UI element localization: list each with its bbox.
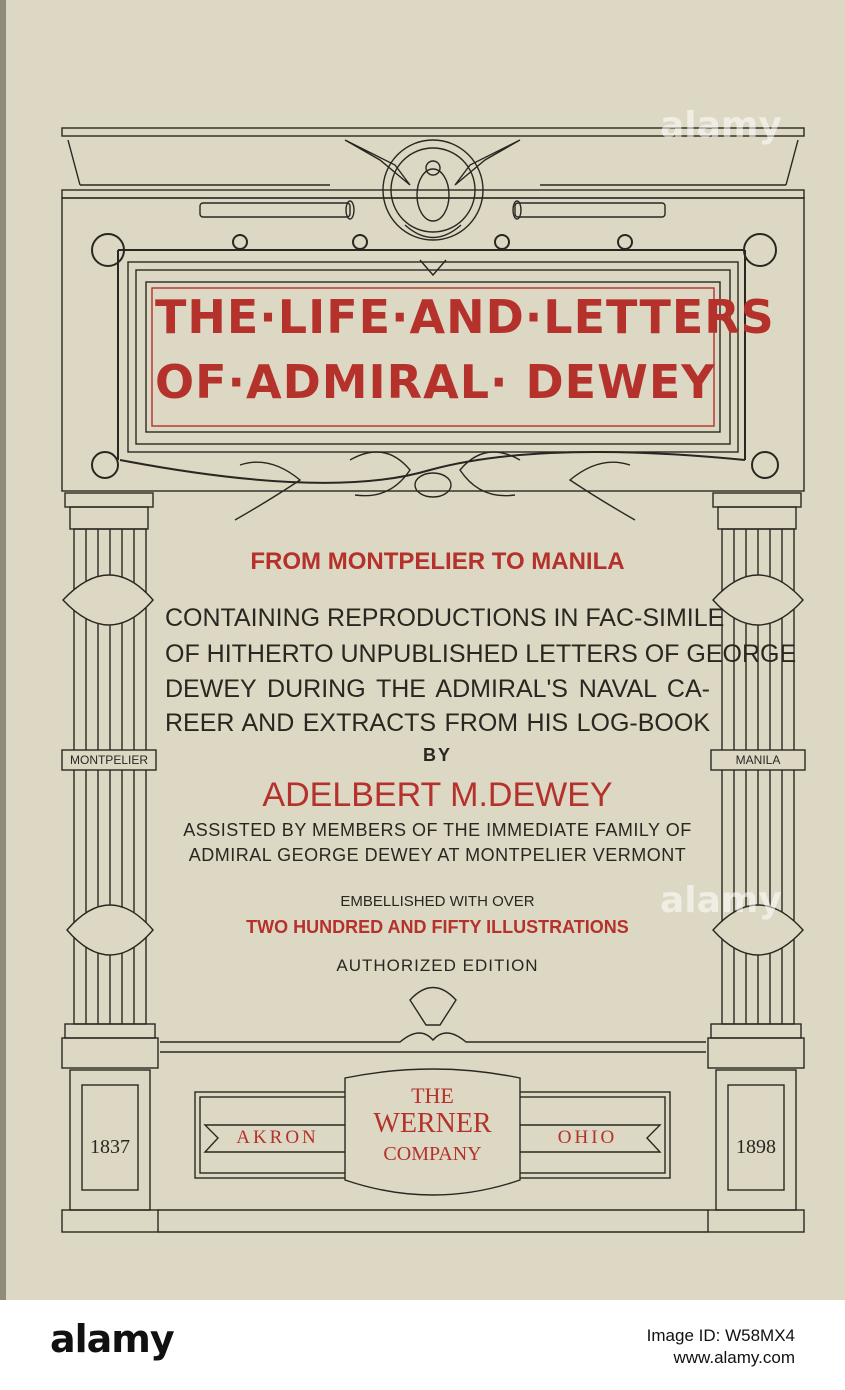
left-pillar: [62, 493, 158, 1232]
subtitle: FROM MONTPELIER TO MANILA: [250, 548, 625, 575]
title-line-2: OF·ADMIRAL· DEWEY: [155, 355, 716, 409]
title-line-1: THE·LIFE·AND·LETTERS: [155, 290, 775, 344]
publisher-state: OHIO: [557, 1127, 618, 1148]
alamy-logo: alamy: [50, 1317, 174, 1361]
publisher-city: AKRON: [236, 1127, 319, 1148]
watermark: alamy: [660, 880, 782, 921]
description-line-2: OF HITHERTO UNPUBLISHED LETTERS OF GEORGE: [165, 640, 797, 668]
left-pillar-label: MONTPELIER: [69, 753, 148, 767]
embellished-text: EMBELLISHED WITH OVER: [340, 893, 535, 910]
description-line-3: DEWEY DURING THE ADMIRAL'S NAVAL CA-: [165, 675, 710, 703]
publisher-company: COMPANY: [383, 1143, 482, 1165]
eagle-emblem-icon: [345, 140, 520, 275]
dolphin-scroll: [235, 452, 635, 520]
left-year: 1837: [90, 1136, 130, 1158]
right-year: 1898: [736, 1136, 776, 1158]
cannon-right: [513, 201, 665, 219]
shell-ornament-icon: [160, 988, 706, 1053]
description-line-1: CONTAINING REPRODUCTIONS IN FAC-SIMILE: [165, 604, 725, 632]
right-pillar-label: MANILA: [735, 753, 781, 767]
author-name: ADELBERT M.DEWEY: [262, 776, 613, 814]
site-url: www.alamy.com: [673, 1348, 795, 1367]
watermark: alamy: [660, 105, 782, 146]
publisher-name: WERNER: [373, 1108, 492, 1139]
illustrations-text: TWO HUNDRED AND FIFTY ILLUSTRATIONS: [246, 917, 629, 937]
cannon-left: [200, 201, 354, 219]
image-id: Image ID: W58MX4: [646, 1326, 795, 1345]
by-label: BY: [422, 745, 452, 765]
edition-text: AUTHORIZED EDITION: [336, 956, 539, 975]
description-line-4: REER AND EXTRACTS FROM HIS LOG-BOOK: [165, 709, 710, 737]
assisted-line-1: ASSISTED BY MEMBERS OF THE IMMEDIATE FAMILY OF: [183, 820, 692, 840]
title-frame: [62, 198, 804, 491]
image-credit: [647, 1325, 795, 1369]
publisher-the: THE: [411, 1083, 454, 1108]
assisted-line-2: ADMIRAL GEORGE DEWEY AT MONTPELIER VERMONT: [188, 845, 687, 865]
